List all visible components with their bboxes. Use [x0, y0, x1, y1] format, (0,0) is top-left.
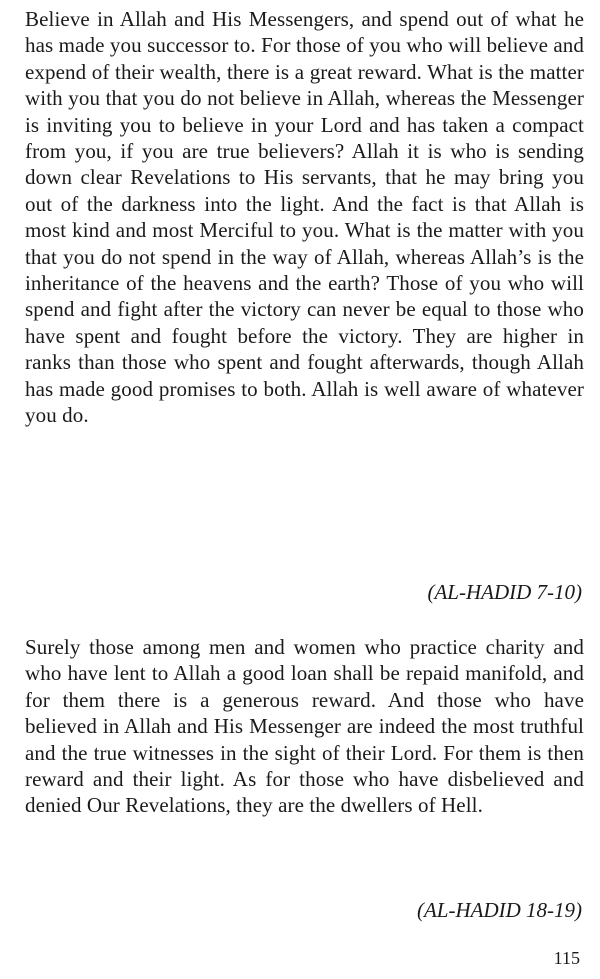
passage-2-text: Surely those among men and women who practice charity and who have lent to Allah a good loan shall be repaid manifold, and for them there is a generous reward. And those who have believed in Allah and His Messenger are indeed the most truthful and the true witnesses in the sight of their Lord. For them is then reward and their light. As for those who have disbelieved and denied Our Revelations, they are the dwellers of Hell. [25, 635, 584, 818]
passage-1-reference: (AL-HADID 7-10) [427, 580, 582, 604]
passage-1-text: Believe in Allah and His Messengers, and spend out of what he has made you successor to. For those of you who will believe and expend of their wealth, there is a great reward. What is the matter with you that you do not believe in Allah, whereas the Messenger is inviting you to believe in your Lord and has taken a compact from you, if you are true believers? Allah it is who is sending down clear Revelations to His servants, that he may bring you out of the darkness into the light. And the fact is that Allah is most kind and most Merciful to you. What is the matter with you that you do not spend in the way of Allah, whereas Allah’s is the inheritance of the heavens and the earth? Those of you who will spend and fight after the victory can never be equal to those who have spent and fought before the victory. They are higher in ranks than those who spent and fought afterwards, though Allah has made good promises to both. Allah is well aware of whatever you do. [25, 7, 584, 428]
page-number: 115 [553, 948, 580, 968]
passage-2-reference: (AL-HADID 18-19) [416, 898, 582, 922]
